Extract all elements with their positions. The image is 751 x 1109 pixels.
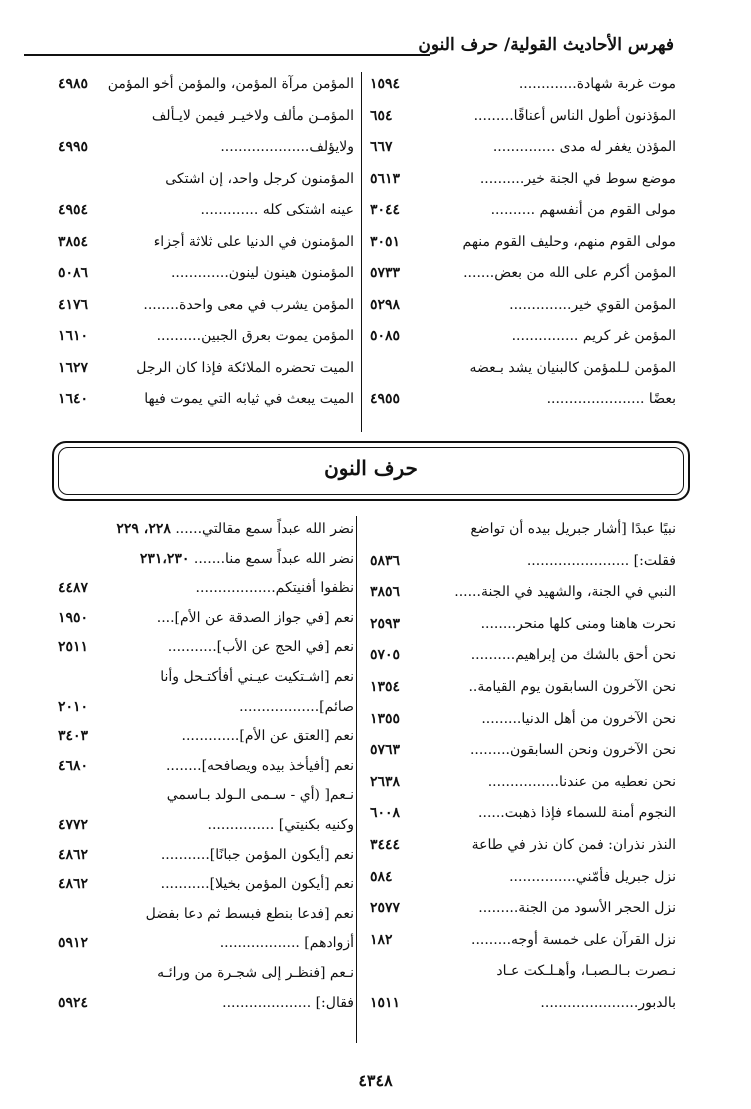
entry-number: ٣٠٤٤ (370, 202, 401, 218)
entry-number: ٤٩٥٤ (58, 202, 89, 218)
entry-number: ٥٨٤ (370, 868, 393, 885)
entry-text: نظفوا أفنيتكم.................. (195, 580, 354, 597)
index-entry (58, 845, 354, 875)
index-entry (58, 74, 354, 106)
index-entry (58, 549, 354, 579)
entry-text: ولايؤلف.................... (220, 139, 354, 155)
entry-text: المؤمن القوي خير.............. (509, 296, 676, 313)
entry-number: ٥٩١٢ (58, 935, 89, 952)
index-entry (58, 358, 354, 390)
entry-number: ١٣٥٥ (370, 710, 401, 727)
index-entry (58, 993, 354, 1023)
entry-text: نعم [في جواز الصدقة عن الأم].... (156, 609, 354, 626)
entry-number: ٤٨٦٢ (58, 846, 89, 863)
entry-text: مولى القوم من أنفسهم .......... (490, 202, 676, 218)
index-entry (370, 137, 676, 169)
entry-text: نعم [العتق عن الأم]............. (181, 728, 354, 745)
entry-text: نضر الله عبداً سمع منا....... (193, 550, 354, 567)
index-entry (58, 726, 354, 756)
entry-text: نـصرت بـالـصبـا، وأهـلـكت عـاد (496, 963, 676, 980)
section-title: حرف النون (324, 456, 418, 480)
index-entry (58, 578, 354, 608)
entry-text: النجوم أمنة للسماء فإذا ذهبت...... (478, 805, 676, 822)
column-divider-top (361, 72, 362, 432)
entry-number: ٥٧٠٥ (370, 647, 401, 664)
index-entry (370, 961, 676, 993)
entry-number: ٣٤٠٣ (58, 728, 89, 745)
index-entry (58, 106, 354, 138)
index-entry (58, 608, 354, 638)
entry-number: ٢٥٧٧ (370, 900, 401, 917)
entry-number: ٣٨٥٤ (58, 233, 89, 250)
entry-number: ٥٠٨٦ (58, 265, 89, 281)
entry-number: ٥٢٩٨ (370, 296, 401, 313)
entry-number: ٥٧٣٣ (370, 265, 401, 281)
index-column-bottom-left (58, 519, 354, 1022)
entry-text: فقال:] .................... (222, 994, 354, 1011)
entry-text: النبي في الجنة، والشهيد في الجنة...... (454, 584, 676, 601)
section-banner (52, 441, 690, 501)
entry-text: نعم [اشـتكيت عيـني أفأكتـحل وأنا (160, 668, 354, 685)
entry-number: ٤٩٨٥ (58, 76, 89, 92)
index-entry (58, 933, 354, 963)
entry-text: بالدبور...................... (540, 994, 676, 1011)
page-header (24, 32, 674, 60)
entry-number: ٥٨٣٦ (370, 552, 401, 569)
index-entry (58, 389, 354, 421)
entry-number: ٢٢٨، ٢٢٩ (116, 521, 171, 537)
entry-number: ٥٧٦٣ (370, 742, 401, 759)
entry-text: نعم [أفيأخذ بيده ويصافحه]........ (165, 757, 354, 774)
entry-text: نـعم[ (أي - سـمى الـولد بـاسمي (166, 787, 354, 804)
entry-number: ٢٦٣٨ (370, 773, 401, 790)
entry-number: ٥٠٨٥ (370, 328, 401, 344)
entry-number: ٣٨٥٦ (370, 584, 401, 601)
index-entry (58, 295, 354, 327)
index-entry (370, 169, 676, 201)
entry-text: وكنيه بكنيتي] ............... (207, 816, 354, 833)
index-entry (58, 263, 354, 295)
index-entry (58, 137, 354, 169)
entry-number: ٢٥٩٣ (370, 615, 401, 632)
entry-number: ٤٦٨٠ (58, 757, 89, 774)
page-title: فهرس الأحاديث القولية/ حرف النون (418, 35, 674, 55)
index-entry (58, 904, 354, 934)
entry-text: نزل الحجر الأسود من الجنة......... (478, 900, 676, 917)
entry-number: ٦٦٧ (370, 139, 393, 155)
index-entry (370, 232, 676, 264)
index-entry (58, 756, 354, 786)
entry-number: ٤٩٩٥ (58, 139, 89, 155)
entry-number: ٤١٧٦ (58, 296, 89, 313)
entry-number: ٤٧٧٢ (58, 816, 89, 833)
entry-number: ١٥٩٤ (370, 76, 401, 92)
entry-text: نحن الآخرون ونحن السابقون......... (469, 742, 676, 759)
entry-text: المؤمنون هينون لينون............. (170, 265, 354, 281)
index-entry (370, 582, 676, 614)
entry-text: موضع سوط في الجنة خير.......... (479, 170, 676, 187)
entry-text: نحن الآخرون من أهل الدنيا......... (481, 710, 676, 727)
entry-number: ٤٩٥٥ (370, 391, 401, 407)
entry-number: ١٨٢ (370, 931, 393, 948)
index-entry (58, 785, 354, 815)
index-entry (370, 835, 676, 867)
entry-text: الميت تحضره الملائكة فإذا كان الرجل (136, 359, 354, 376)
index-entry (58, 169, 354, 201)
entry-text: نزل جبريل فأمّني............... (509, 868, 676, 885)
index-entry (370, 551, 676, 583)
entry-text: فقلت:] ....................... (526, 552, 676, 569)
entry-text: نعم [في الحج عن الأب]........... (167, 639, 354, 656)
index-entry (370, 677, 676, 709)
index-entry (370, 519, 676, 551)
entry-number: ٢٠١٠ (58, 698, 89, 715)
index-entry (370, 74, 676, 106)
entry-number: ٥٩٢٤ (58, 994, 89, 1011)
entry-number: ٢٥١١ (58, 639, 89, 656)
index-entry (370, 898, 676, 930)
index-entry (370, 740, 676, 772)
index-entry (58, 697, 354, 727)
entry-number: ٤٤٨٧ (58, 580, 89, 597)
entry-text: المؤذن يغفر له مدى .............. (492, 139, 676, 155)
index-column-bottom-right (370, 519, 676, 1025)
entry-text: عينه اشتكى كله ............. (200, 202, 354, 218)
entry-text: المؤمن يموت بعرق الجبين.......... (156, 328, 354, 344)
index-entry (58, 815, 354, 845)
index-entry (58, 963, 354, 993)
entry-text-run (140, 549, 354, 569)
index-column-top-right (370, 74, 676, 421)
entry-text: المؤمن لـلمؤمن كالبنيان يشد بـعضه (469, 359, 676, 376)
index-entry (58, 232, 354, 264)
index-entry (370, 295, 676, 327)
index-entry (370, 709, 676, 741)
entry-text: المؤمن يشرب في معى واحدة........ (143, 296, 354, 313)
index-entry (370, 867, 676, 899)
entry-text-run (116, 519, 354, 539)
header-rule (24, 54, 430, 56)
entry-text: الميت يبعث في ثيابه التي يموت فيها (144, 391, 354, 407)
index-entry (58, 519, 354, 549)
entry-text: صائم].................. (239, 698, 354, 715)
column-divider-bottom (356, 516, 357, 1043)
entry-text: المؤذنون أطول الناس أعناقًا......... (473, 107, 676, 124)
index-entry (58, 200, 354, 232)
index-entry (370, 993, 676, 1025)
entry-number: ٦٠٠٨ (370, 805, 401, 822)
index-entry (370, 263, 676, 295)
entry-text: نحن نعطيه من عندنا................ (487, 773, 676, 790)
index-entry (370, 614, 676, 646)
index-entry (370, 358, 676, 390)
index-entry (58, 874, 354, 904)
entry-text: المؤمنون كرجل واحد، إن اشتكى (165, 170, 354, 187)
index-entry (370, 200, 676, 232)
entry-text: بعضًا ...................... (546, 391, 676, 407)
entry-text: مولى القوم منهم، وحليف القوم منهم (462, 233, 676, 250)
entry-number: ١٦٢٧ (58, 359, 89, 376)
entry-number: ٦٥٤ (370, 107, 393, 124)
index-entry (370, 645, 676, 677)
entry-text: نعم [أيكون المؤمن جبانًا]........... (160, 846, 354, 863)
entry-number: ٤٨٦٢ (58, 876, 89, 893)
entry-number: ١٥١١ (370, 994, 401, 1011)
entry-number: ٣٤٤٤ (370, 836, 401, 853)
entry-text: نحرت هاهنا ومنى كلها منحر........ (480, 615, 676, 632)
index-entry (58, 667, 354, 697)
entry-text: نزل القرآن على خمسة أوجه......... (471, 931, 676, 948)
index-entry (58, 637, 354, 667)
entry-number: ١٦٤٠ (58, 391, 89, 407)
entry-number: ١٩٥٠ (58, 609, 89, 626)
entry-text: موت غربة شهادة............. (518, 76, 676, 92)
entry-text: المؤمن مرآة المؤمن، والمؤمن أخو المؤمن (107, 76, 354, 92)
entry-number: ١٣٥٤ (370, 678, 401, 695)
index-entry (370, 389, 676, 421)
entry-text: المؤمن غر كريم ............... (511, 328, 676, 344)
entry-text: المؤمن أكرم على الله من بعض....... (463, 265, 676, 281)
index-entry (370, 326, 676, 358)
entry-text: النذر نذران: فمن كان نذر في طاعة (471, 836, 676, 853)
index-entry (370, 772, 676, 804)
page-number: ٤٣٤٨ (358, 1071, 393, 1090)
index-entry (370, 803, 676, 835)
entry-number: ٣٠٥١ (370, 233, 401, 250)
entry-text: نعم [فدعا بنطع فبسط ثم دعا بفضل (145, 905, 354, 922)
entry-text: المؤمـن مألف ولاخيـر فيمن لايـألف (151, 107, 354, 124)
entry-text: نـعم [فنظـر إلى شجـرة من ورائـه (157, 964, 354, 981)
entry-text: نحن أحق بالشك من إبراهيم.......... (470, 647, 676, 664)
entry-text: نضر الله عبداً سمع مقالتي...... (175, 521, 354, 537)
entry-text: نبيًا عبدًا [أشار جبريل بيده أن تواضع (470, 521, 676, 537)
entry-text: المؤمنون في الدنيا على ثلاثة أجزاء (153, 233, 354, 250)
entry-number: ٥٦١٣ (370, 170, 401, 187)
entry-text: نحن الآخرون السابقون يوم القيامة.. (468, 678, 676, 695)
entry-number: ٢٣١،٢٣٠ (139, 550, 190, 567)
index-entry (58, 326, 354, 358)
entry-text: أزوادهم] .................. (219, 935, 354, 952)
entry-text: نعم [أيكون المؤمن بخيلا]........... (160, 876, 354, 893)
index-column-top-left (58, 74, 354, 421)
index-entry (370, 930, 676, 962)
entry-number: ١٦١٠ (58, 328, 89, 344)
index-entry (370, 106, 676, 138)
